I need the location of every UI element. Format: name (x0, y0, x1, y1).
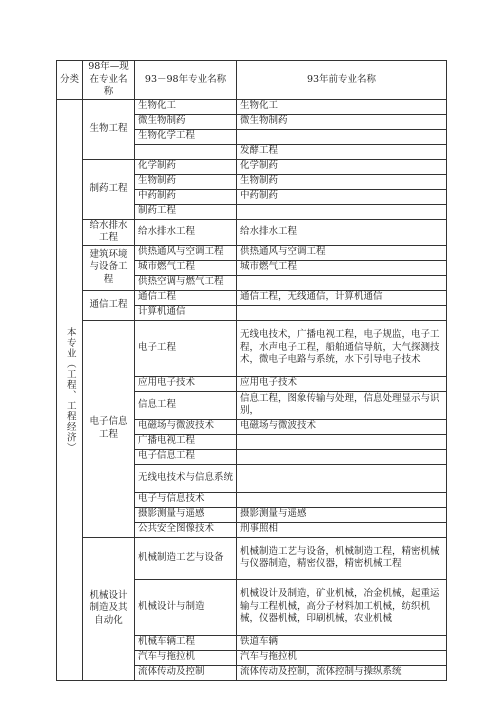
major-pre-93-cell: 无线电技术，广播电视工程，电子规监，电子工程，水声电子工程，船舶通信导航，大气探测技术，微电子电路与系统，水下引导电子技术 (237, 320, 447, 376)
major-pre-93-cell: 摄影测量与遥感 (237, 507, 447, 522)
table-row (57, 290, 447, 305)
category-cell: 本专业（工程、工程经济） (57, 99, 83, 680)
major-pre-93-cell: 机械设计及制造，矿业机械，冶金机械，起重运输与工程机械，高分子材料加工机械，纺织机械，仪器机械，印刷机械，农业机械 (237, 579, 447, 635)
major-93-98-cell: 通信工程 (135, 290, 237, 305)
major-pre-93-cell (237, 492, 447, 507)
major-pre-93-cell (237, 275, 447, 290)
group-name-cell: 建筑环境与设备工程 (83, 245, 135, 290)
major-93-98-cell: 汽车与拖拉机 (135, 650, 237, 665)
major-93-98-cell: 供热空调与燃气工程 (135, 275, 237, 290)
major-93-98-cell: 公共安全图像技术 (135, 522, 237, 537)
major-93-98-cell: 计算机通信 (135, 305, 237, 320)
major-pre-93-cell: 微生物制药 (237, 114, 447, 129)
major-93-98-cell: 应用电子技术 (135, 376, 237, 391)
major-pre-93-cell: 供热通风与空调工程 (237, 245, 447, 260)
major-93-98-cell: 电子信息工程 (135, 449, 237, 464)
major-93-98-cell: 中药制药 (135, 189, 237, 204)
table-row (57, 245, 447, 260)
major-pre-93-cell: 中药制药 (237, 189, 447, 204)
major-pre-93-cell: 化学制药 (237, 159, 447, 174)
major-93-98-cell: 给水排水工程 (135, 219, 237, 245)
major-pre-93-cell: 给水排水工程 (237, 219, 447, 245)
major-93-98-cell: 电子工程 (135, 320, 237, 376)
header-category: 分类 (57, 61, 83, 100)
table-row (57, 99, 447, 114)
major-93-98-cell: 生物制药 (135, 174, 237, 189)
major-93-98-cell: 电子与信息技术 (135, 492, 237, 507)
major-93-98-cell: 流体传动及控制 (135, 665, 237, 680)
group-name-cell: 给水排水工程 (83, 219, 135, 245)
table-row (57, 320, 447, 376)
major-pre-93-cell (237, 449, 447, 464)
major-pre-93-cell (237, 129, 447, 144)
table-body (57, 99, 447, 680)
major-93-98-cell (135, 144, 237, 159)
header-98-name: 98年—现在专业名称 (83, 61, 135, 100)
major-pre-93-cell: 流体传动及控制，流体控制与操纵系统 (237, 665, 447, 680)
major-93-98-cell: 城市燃气工程 (135, 260, 237, 275)
major-93-98-cell: 生物化工 (135, 99, 237, 114)
major-pre-93-cell: 汽车与拖拉机 (237, 650, 447, 665)
group-name-cell: 电子信息工程 (83, 320, 135, 537)
major-pre-93-cell: 发酵工程 (237, 144, 447, 159)
group-name-cell: 生物工程 (83, 99, 135, 159)
major-93-98-cell: 机械车辆工程 (135, 635, 237, 650)
major-pre-93-cell: 铁道车辆 (237, 635, 447, 650)
major-93-98-cell: 机械设计与制造 (135, 579, 237, 635)
major-93-98-cell: 机械制造工艺与设备 (135, 537, 237, 579)
major-93-98-cell: 微生物制药 (135, 114, 237, 129)
major-pre-93-cell: 信息工程，图象传输与处理，信息处理显示与识别， (237, 391, 447, 419)
major-pre-93-cell (237, 464, 447, 492)
major-93-98-cell: 生物化学工程 (135, 129, 237, 144)
major-93-98-cell: 化学制药 (135, 159, 237, 174)
major-pre-93-cell: 电磁场与微波技术 (237, 419, 447, 434)
major-pre-93-cell (237, 434, 447, 449)
major-93-98-cell: 供热通风与空调工程 (135, 245, 237, 260)
major-pre-93-cell: 生物化工 (237, 99, 447, 114)
major-93-98-cell: 摄影测量与遥感 (135, 507, 237, 522)
major-93-98-cell: 信息工程 (135, 391, 237, 419)
major-pre-93-cell: 通信工程，无线通信，计算机通信 (237, 290, 447, 305)
major-pre-93-cell: 刑事照相 (237, 522, 447, 537)
group-name-cell: 制药工程 (83, 159, 135, 219)
major-pre-93-cell (237, 305, 447, 320)
major-name-table (56, 60, 447, 681)
major-93-98-cell: 制药工程 (135, 204, 237, 219)
major-pre-93-cell: 机械制造工艺与设备，机械制造工程，精密机械与仪器制造，精密仪器，精密机械工程 (237, 537, 447, 579)
major-93-98-cell: 电磁场与微波技术 (135, 419, 237, 434)
header-pre-93-name: 93年前专业名称 (237, 61, 447, 100)
header-93-98-name: 93－98年专业名称 (135, 61, 237, 100)
major-pre-93-cell: 城市燃气工程 (237, 260, 447, 275)
major-pre-93-cell (237, 204, 447, 219)
table-row (57, 537, 447, 579)
group-name-cell: 通信工程 (83, 290, 135, 320)
table-row (57, 159, 447, 174)
group-name-cell: 机械设计制造及其自动化 (83, 537, 135, 680)
major-93-98-cell: 无线电技术与信息系统 (135, 464, 237, 492)
major-93-98-cell: 广播电视工程 (135, 434, 237, 449)
major-pre-93-cell: 应用电子技术 (237, 376, 447, 391)
major-pre-93-cell: 生物制药 (237, 174, 447, 189)
table-row (57, 219, 447, 245)
header-row (57, 61, 447, 100)
